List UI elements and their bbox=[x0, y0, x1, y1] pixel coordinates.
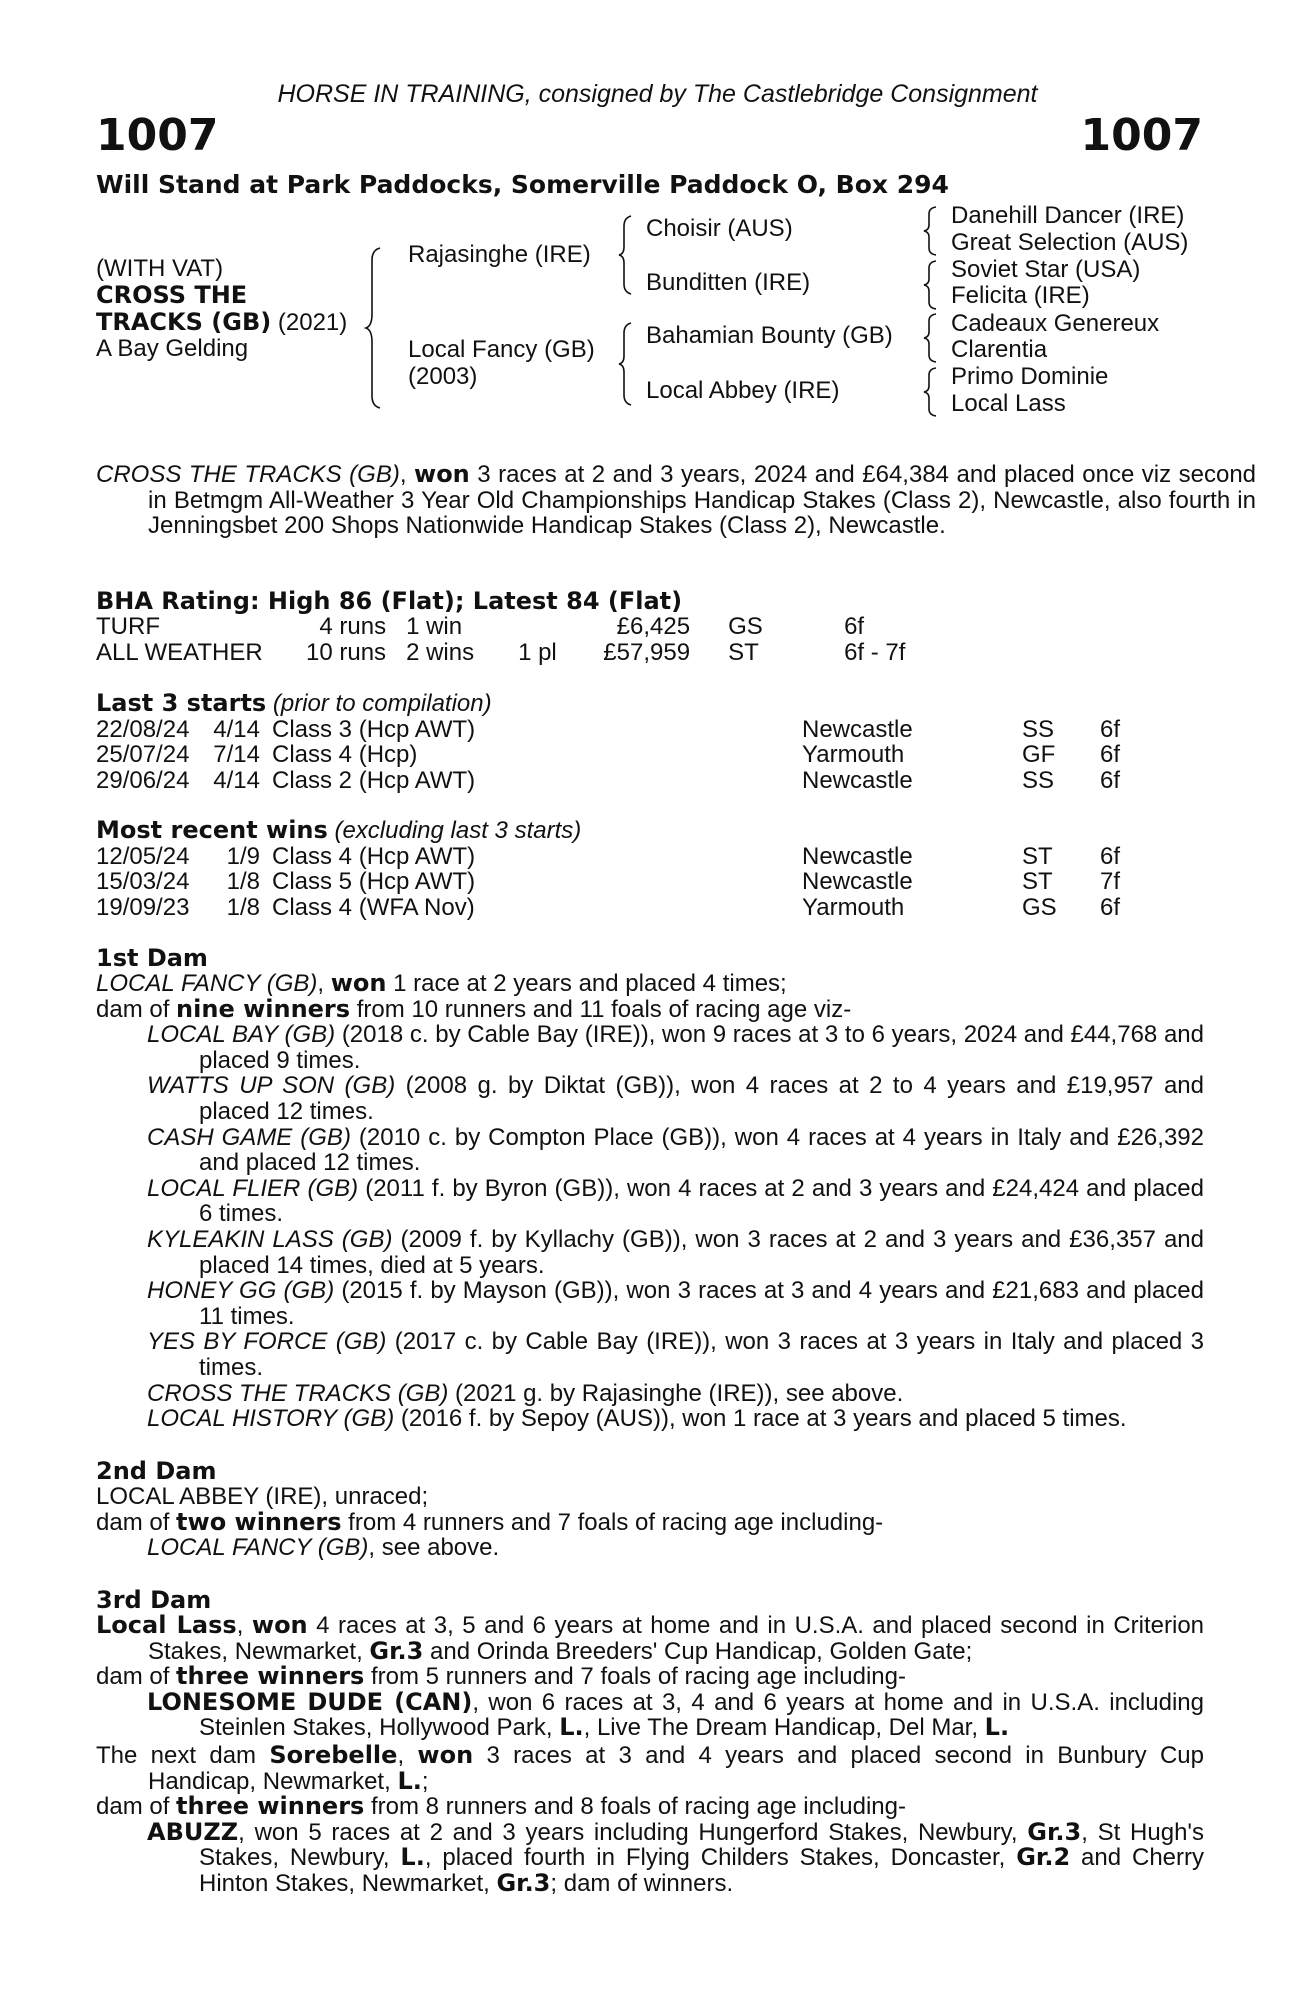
progeny-item bbox=[96, 1406, 1204, 1432]
progeny-item bbox=[96, 1176, 1204, 1227]
sire: Rajasinghe (IRE) bbox=[408, 241, 591, 268]
pedigree-brace-gg3 bbox=[924, 314, 940, 362]
gg-sire-sire-sire: Danehill Dancer (IRE) bbox=[951, 202, 1185, 229]
won-label: won bbox=[417, 1741, 474, 1769]
second-dam-line1: LOCAL ABBEY (IRE), unraced; bbox=[96, 1483, 429, 1510]
gg-sire-sire-dam: Great Selection (AUS) bbox=[951, 229, 1189, 256]
win-course: Yarmouth bbox=[802, 893, 905, 921]
pedigree-brace-gg4 bbox=[924, 368, 940, 416]
dam-dam: Local Abbey (IRE) bbox=[646, 377, 840, 404]
last3-heading-line bbox=[96, 690, 1204, 717]
start-position: 4/14 bbox=[213, 766, 260, 794]
horse-year: (2021) bbox=[277, 309, 348, 336]
record-text: ; bbox=[421, 1767, 429, 1795]
second-dam-progeny bbox=[96, 1535, 1204, 1561]
first-dam-record: 1 race at 2 years and placed 4 times; bbox=[386, 970, 787, 997]
listed-label: L. bbox=[400, 1843, 425, 1872]
horse-description: A Bay Gelding bbox=[96, 335, 249, 362]
start-date: 25/07/24 bbox=[96, 741, 190, 769]
rating-heading: BHA Rating: High 86 (Flat); Latest 84 (Flat) bbox=[96, 587, 683, 615]
progeny-item bbox=[96, 1381, 1204, 1407]
win-date: 12/05/24 bbox=[96, 842, 190, 870]
start-course: Newcastle bbox=[802, 715, 913, 743]
progeny-text: (2010 c. by Compton Place (GB)), won 4 races at 4 years in Italy and £26,392 and placed 12 times. bbox=[199, 1123, 1204, 1177]
gg-sire-dam-sire: Soviet Star (USA) bbox=[951, 256, 1141, 283]
last3-row bbox=[96, 768, 1120, 794]
progeny-text: , won 5 races at 2 and 3 years including Hungerford Stakes, Newbury, bbox=[238, 1818, 1028, 1846]
rating-wins: 1 win bbox=[406, 613, 463, 640]
second-dam-line2 bbox=[96, 1507, 1204, 1536]
pedigree-brace-sire bbox=[619, 216, 635, 294]
start-race: Class 4 (Hcp) bbox=[272, 741, 418, 769]
win-date: 19/09/23 bbox=[96, 893, 190, 921]
start-going: SS bbox=[1022, 766, 1055, 794]
record-text: 3 races at 3 and 4 years and placed second in Bunbury Cup Handicap, Newmarket, bbox=[148, 1742, 1204, 1795]
start-race: Class 3 (Hcp AWT) bbox=[272, 715, 476, 743]
grade-label: Gr.2 bbox=[1016, 1843, 1071, 1872]
win-race: Class 5 (Hcp AWT) bbox=[272, 868, 476, 896]
progeny-text: , see above. bbox=[368, 1534, 500, 1562]
first-dam-foals: from 10 runners and 11 foals of racing age viz- bbox=[350, 995, 852, 1023]
sire-dam: Bunditten (IRE) bbox=[646, 269, 811, 296]
progeny-text: (2011 f. by Byron (GB)), won 4 races at 2 and 3 years and £24,424 and placed 6 times. bbox=[199, 1174, 1204, 1228]
progeny-name: KYLEAKIN LASS (GB) bbox=[147, 1225, 393, 1253]
rating-placed: 1 pl bbox=[518, 638, 557, 666]
start-race: Class 2 (Hcp AWT) bbox=[272, 766, 476, 794]
rating-money: £6,425 bbox=[616, 613, 691, 640]
dam-line2: (2003) bbox=[408, 363, 478, 390]
win-going: ST bbox=[1022, 842, 1053, 870]
start-distance: 6f bbox=[1100, 766, 1121, 794]
listed-label: L. bbox=[397, 1766, 422, 1795]
start-going: SS bbox=[1022, 715, 1055, 743]
progeny-text: ; dam of winners. bbox=[550, 1869, 734, 1897]
recent-wins-section bbox=[96, 817, 1204, 920]
gg-sire-dam-dam: Felicita (IRE) bbox=[951, 282, 1090, 309]
last3-heading: Last 3 starts bbox=[96, 689, 267, 717]
win-going: ST bbox=[1022, 868, 1053, 896]
progeny-name: HONEY GG (GB) bbox=[147, 1277, 335, 1305]
dam-of-label: dam of bbox=[96, 995, 177, 1023]
rating-surface: ALL WEATHER bbox=[96, 638, 263, 666]
rating-money: £57,959 bbox=[603, 638, 691, 666]
listed-label: L. bbox=[984, 1713, 1010, 1742]
gg-dam-dam-dam: Local Lass bbox=[951, 390, 1066, 417]
separator: , bbox=[236, 1612, 252, 1639]
recent-table bbox=[96, 844, 1120, 921]
progeny-name: LONESOME DUDE (CAN) bbox=[147, 1687, 473, 1716]
second-dam-heading: 2nd Dam bbox=[96, 1457, 217, 1485]
progeny-item bbox=[96, 1022, 1204, 1073]
rating-distance: 6f bbox=[844, 613, 865, 640]
stand-location: Will Stand at Park Paddocks, Somerville Paddock O, Box 294 bbox=[96, 170, 949, 199]
rating-surface: TURF bbox=[96, 613, 160, 640]
recent-heading: Most recent wins bbox=[96, 816, 328, 844]
progeny-text: (2008 g. by Diktat (GB)), won 4 races at 2 to 4 years and £19,957 and placed 12 times. bbox=[199, 1072, 1204, 1125]
first-dam-line1 bbox=[96, 971, 1204, 997]
second-dam-section bbox=[96, 1458, 1204, 1561]
progeny-name: YES BY FORCE (GB) bbox=[147, 1328, 387, 1356]
start-position: 7/14 bbox=[213, 741, 260, 769]
first-dam-name: LOCAL FANCY (GB) bbox=[96, 970, 318, 997]
progeny-text: (2021 g. by Rajasinghe (IRE)), see above. bbox=[448, 1379, 904, 1407]
listed-label: L. bbox=[559, 1713, 584, 1742]
grade-label: Gr.3 bbox=[1027, 1817, 1082, 1846]
start-going: GF bbox=[1022, 741, 1056, 769]
start-course: Newcastle bbox=[802, 766, 913, 794]
pedigree-brace-gg1 bbox=[924, 207, 940, 255]
next-dam-label: The next dam bbox=[96, 1742, 270, 1769]
progeny-item bbox=[96, 1125, 1204, 1176]
summary-horse-name: CROSS THE TRACKS (GB) bbox=[96, 461, 400, 488]
rating-going: GS bbox=[728, 613, 763, 640]
summary-won: won bbox=[414, 460, 470, 488]
grade-label: Gr.3 bbox=[496, 1868, 551, 1897]
progeny-list bbox=[96, 1022, 1204, 1432]
second-dam-foals: from 4 runners and 7 foals of racing age including- bbox=[341, 1508, 884, 1536]
win-course: Newcastle bbox=[802, 842, 913, 870]
progeny-name: LOCAL BAY (GB) bbox=[147, 1021, 336, 1049]
dam-of-label: dam of bbox=[96, 1793, 177, 1821]
win-distance: 6f bbox=[1100, 893, 1121, 921]
recent-row bbox=[96, 895, 1120, 921]
gg-dam-sire-sire: Cadeaux Genereux bbox=[951, 310, 1160, 337]
progeny-text: (2015 f. by Mayson (GB)), won 3 races at 3 and 4 years and £21,683 and placed 11 times. bbox=[199, 1277, 1204, 1330]
progeny-item bbox=[96, 1329, 1204, 1380]
progeny-text: , placed fourth in Flying Childers Stakes, Doncaster, bbox=[424, 1844, 1017, 1872]
dam-line1: Local Fancy (GB) bbox=[408, 336, 595, 363]
rating-section bbox=[96, 588, 1204, 665]
progeny-name: LOCAL HISTORY (GB) bbox=[147, 1405, 395, 1433]
first-dam-section bbox=[96, 945, 1204, 1432]
win-distance: 7f bbox=[1100, 868, 1121, 896]
start-position: 4/14 bbox=[213, 715, 260, 743]
third-dam-progeny bbox=[96, 1687, 1204, 1742]
recent-row bbox=[96, 869, 1120, 895]
won-label: won bbox=[330, 969, 387, 997]
progeny-text: and Cherry Hinton Stakes, Newmarket, bbox=[199, 1844, 1204, 1897]
recent-row bbox=[96, 844, 1120, 870]
lot-number-right: 1007 bbox=[1080, 110, 1203, 161]
win-race: Class 4 (WFA Nov) bbox=[272, 893, 475, 921]
last3-table bbox=[96, 717, 1120, 794]
rating-runs: 4 runs bbox=[319, 613, 387, 640]
progeny-item bbox=[96, 1073, 1204, 1124]
progeny-name: LOCAL FLIER (GB) bbox=[147, 1174, 359, 1202]
third-dam-name: Local Lass bbox=[96, 1611, 237, 1639]
next-dam-progeny bbox=[96, 1817, 1204, 1897]
win-race: Class 4 (Hcp AWT) bbox=[272, 842, 476, 870]
next-dam-foals: from 8 runners and 8 foals of racing age including- bbox=[364, 1793, 906, 1821]
start-distance: 6f bbox=[1100, 741, 1121, 769]
separator: , bbox=[397, 1742, 418, 1769]
progeny-text: , Live The Dream Handicap, Del Mar, bbox=[583, 1714, 985, 1742]
progeny-item bbox=[96, 1227, 1204, 1278]
last3-row bbox=[96, 717, 1120, 743]
lot-number-left: 1007 bbox=[96, 110, 219, 161]
third-dam-section bbox=[96, 1587, 1204, 1741]
win-position: 1/9 bbox=[226, 842, 260, 870]
pedigree-brace-horse bbox=[366, 248, 386, 408]
rating-going: ST bbox=[728, 638, 759, 666]
winners-count: two winners bbox=[176, 1507, 342, 1536]
last3-section bbox=[96, 690, 1204, 793]
winners-count: three winners bbox=[176, 1662, 365, 1691]
progeny-name: CROSS THE TRACKS (GB) bbox=[147, 1379, 449, 1407]
rating-distance: 6f - 7f bbox=[844, 638, 906, 666]
next-dam-name: Sorebelle bbox=[269, 1741, 398, 1769]
dam-of-label: dam of bbox=[96, 1508, 177, 1536]
pedigree-brace-dam bbox=[619, 323, 635, 405]
start-date: 22/08/24 bbox=[96, 715, 190, 743]
progeny-text: (2017 c. by Cable Bay (IRE)), won 3 races at 3 years in Italy and placed 3 times. bbox=[199, 1328, 1204, 1381]
dam-sire: Bahamian Bounty (GB) bbox=[646, 322, 893, 349]
progeny-text: (2018 c. by Cable Bay (IRE)), won 9 races at 3 to 6 years, 2024 and £44,768 and placed 9 times. bbox=[199, 1021, 1205, 1074]
winners-count: three winners bbox=[176, 1792, 365, 1821]
next-dam-line2 bbox=[96, 1794, 1204, 1820]
sire-sire: Choisir (AUS) bbox=[646, 215, 793, 242]
recent-note: (excluding last 3 starts) bbox=[334, 817, 582, 844]
summary-text: 3 races at 2 and 3 years, 2024 and £64,384 and placed once viz second in Betmgm All-Weather 3 Year Old Championships Handicap Stakes (Class 2), Newcastle, also fourth in Jenningsbet 200 Shops Nationwide Handicap Stakes (Class 2), Newcastle. bbox=[148, 461, 1257, 540]
vat-note: (WITH VAT) bbox=[96, 255, 224, 282]
third-dam-heading: 3rd Dam bbox=[96, 1586, 212, 1614]
rating-row-aw bbox=[96, 640, 905, 666]
win-distance: 6f bbox=[1100, 842, 1121, 870]
rating-runs: 10 runs bbox=[306, 638, 387, 666]
win-course: Newcastle bbox=[802, 868, 913, 896]
recent-heading-line bbox=[96, 817, 1204, 844]
rating-table bbox=[96, 614, 905, 665]
record-text: 4 races at 3, 5 and 6 years at home and in U.S.A. and placed second in Criterion Stakes, Newmarket, bbox=[148, 1612, 1205, 1665]
progeny-text: (2009 f. by Kyllachy (GB)), won 3 races at 2 and 3 years and £36,357 and placed 14 times, died at 5 years. bbox=[199, 1225, 1204, 1279]
start-course: Yarmouth bbox=[802, 741, 905, 769]
dam-of-label: dam of bbox=[96, 1663, 177, 1691]
third-dam-foals: from 5 runners and 7 foals of racing age including- bbox=[364, 1663, 906, 1691]
record-text: and Orinda Breeders' Cup Handicap, Golden Gate; bbox=[423, 1637, 973, 1665]
progeny-text: , won 6 races at 3, 4 and 6 years at home and in U.S.A. including Steinlen Stakes, Hollywood Park, bbox=[199, 1688, 1204, 1742]
progeny-name: WATTS UP SON (GB) bbox=[147, 1072, 396, 1100]
start-distance: 6f bbox=[1100, 715, 1121, 743]
progeny-text: (2016 f. by Sepoy (AUS)), won 1 race at 3 years and placed 5 times. bbox=[394, 1405, 1127, 1433]
progeny-name: ABUZZ bbox=[147, 1817, 239, 1846]
horse-name-line2-wrap bbox=[96, 308, 347, 337]
progeny-name: CASH GAME (GB) bbox=[147, 1123, 351, 1151]
last3-note: (prior to compilation) bbox=[272, 690, 492, 717]
next-dam-record bbox=[96, 1743, 1204, 1794]
separator: , bbox=[317, 970, 331, 997]
progeny-text: , St Hugh's Stakes, Newbury, bbox=[199, 1818, 1204, 1872]
rating-placed bbox=[518, 614, 578, 640]
consignment-line: HORSE IN TRAINING, consigned by The Castlebridge Consignment bbox=[277, 80, 1038, 108]
rating-wins: 2 wins bbox=[406, 638, 475, 666]
first-dam-line2 bbox=[96, 994, 1204, 1023]
progeny-name: LOCAL FANCY (GB) bbox=[147, 1534, 369, 1562]
third-dam-line2 bbox=[96, 1664, 1204, 1690]
win-going: GS bbox=[1022, 893, 1057, 921]
grade-label: Gr.3 bbox=[369, 1636, 424, 1665]
win-position: 1/8 bbox=[226, 868, 260, 896]
horse-name-line1: CROSS THE bbox=[96, 281, 248, 309]
gg-dam-dam-sire: Primo Dominie bbox=[951, 363, 1109, 390]
last3-row bbox=[96, 742, 1120, 768]
horse-name-line2: TRACKS (GB) bbox=[96, 308, 272, 336]
pedigree-brace-gg2 bbox=[924, 261, 940, 309]
third-dam-record bbox=[96, 1613, 1204, 1664]
won-label: won bbox=[251, 1611, 308, 1639]
win-date: 15/03/24 bbox=[96, 868, 190, 896]
rating-row-turf bbox=[96, 614, 905, 640]
gg-dam-sire-dam: Clarentia bbox=[951, 336, 1048, 363]
next-dam-section bbox=[96, 1743, 1204, 1897]
first-dam-heading: 1st Dam bbox=[96, 944, 208, 972]
winners-count: nine winners bbox=[176, 994, 351, 1023]
race-summary: CROSS THE TRACKS (GB), won 3 races at 2 and 3 years, 2024 and £64,384 and placed once viz second in Betmgm All-Weather 3 Year Old Championships Handicap Stakes (Class 2), Newcastle, also fourth in Jenningsbet 200 Shops Nationwide Handicap Stakes (Class 2), Newcastle. bbox=[96, 460, 1257, 540]
start-date: 29/06/24 bbox=[96, 766, 190, 794]
win-position: 1/8 bbox=[226, 893, 260, 921]
progeny-item bbox=[96, 1278, 1204, 1329]
